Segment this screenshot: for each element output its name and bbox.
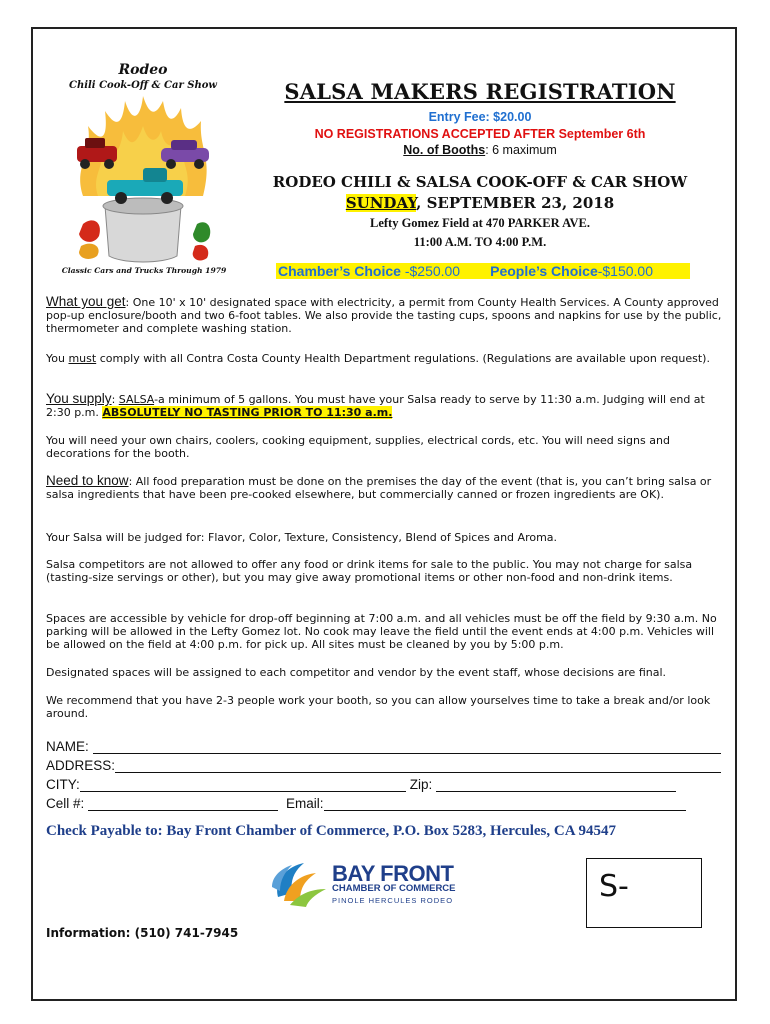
check-payable-info: Check Payable to: Bay Front Chamber of Commerce, P.O. Box 5283, Hercules, CA 94547 <box>46 823 616 839</box>
office-use-box: S- <box>586 858 702 928</box>
paragraph-your-equipment: You will need your own chairs, coolers, cooking equipment, supplies, electrical cords, etc. You will need signs and decorations for the booth. <box>46 434 670 460</box>
logo-subtitle: Chili Cook-Off & Car Show <box>68 80 217 91</box>
logo-tagline: Classic Cars and Trucks Through 1979 <box>61 266 227 275</box>
page-title: SALSA MAKERS REGISTRATION <box>284 79 676 104</box>
paragraph-vehicle-access: Spaces are accessible by vehicle for drop-off beginning at 7:00 a.m. and all vehicles must be off the field by 9:30 a.m. No parking will be allowed in the Lefty Gomez lot. No cook may leave the field until the event ends at 4:00 p.m. Vehicles will be allowed on the field at 4:00 p.m. for pick up. All sites must be cleaned by you by 5:00 p.m. <box>46 612 717 651</box>
paragraph-space-assignment: Designated spaces will be assigned to each competitor and vendor by the event staff, whose decisions are final. <box>46 666 667 679</box>
email-field[interactable] <box>324 798 686 811</box>
bay-front-logo <box>270 857 500 909</box>
cell-label: Cell #: <box>46 796 89 811</box>
cell-field[interactable] <box>88 798 278 811</box>
email-label: Email: <box>286 796 324 811</box>
paragraph-text: : All food preparation must be done on the premises the day of the event (that is, you can’t bring salsa or salsa ingredients that have been pre-cooked elsewhere, but commercially canned or frozen ingredients are OK). <box>46 475 712 501</box>
bay-front-subtitle: CHAMBER OF COMMERCE <box>332 883 456 894</box>
paragraph-you-supply <box>46 392 726 419</box>
booths-value: : 6 maximum <box>485 143 557 157</box>
emphasis-salsa: SALSA <box>118 393 155 406</box>
prizes-banner <box>276 263 690 279</box>
form-row-contact <box>46 796 721 811</box>
paragraph-what-you-get <box>46 295 726 335</box>
form-row-city <box>46 777 721 792</box>
lead-you-supply: You supply <box>46 391 112 406</box>
zip-label: Zip: <box>409 777 437 792</box>
city-field[interactable] <box>80 779 406 792</box>
paragraph-need-to-know <box>46 474 726 501</box>
booths-info <box>240 143 720 157</box>
paragraph-staffing: We recommend that you have 2-3 people work your booth, so you can allow yourselves time to take a break and/or look around. <box>46 694 711 720</box>
address-field[interactable] <box>115 760 721 773</box>
paragraph-judging: Your Salsa will be judged for: Flavor, Color, Texture, Consistency, Blend of Spices and Aroma. <box>46 531 558 544</box>
chamber-choice-label: Chamber’s Choice <box>278 263 405 279</box>
chamber-choice-value: -$250.00 <box>404 263 461 279</box>
emphasis-must: must <box>68 352 97 365</box>
event-time: 11:00 A.M. TO 4:00 P.M. <box>413 235 547 249</box>
event-date-rest: , SEPTEMBER 23, 2018 <box>416 194 615 212</box>
chili-pot-cars-icon <box>63 96 223 264</box>
form-row-address <box>46 758 721 773</box>
event-name: RODEO CHILI & SALSA COOK-OFF & CAR SHOW <box>272 173 688 191</box>
paragraph-text: : One 10' x 10' designated space with electricity, a permit from County Health Services. A County approved pop-up enclosure/booth and two 6-foot tables. We also provide the tasting cups, spoons and napkins for use by the public, thermometer and complete washing station. <box>46 296 722 335</box>
address-label: ADDRESS: <box>46 758 116 773</box>
no-tasting-notice: ABSOLUTELY NO TASTING PRIOR TO 11:30 a.m. <box>102 406 393 419</box>
city-label: CITY: <box>46 777 80 792</box>
entry-fee: Entry Fee: $20.00 <box>428 110 532 124</box>
people-choice-label: People’s Choice <box>490 263 598 279</box>
event-date <box>240 194 720 212</box>
name-field[interactable] <box>93 741 721 754</box>
booths-label: No. of Booths <box>403 143 486 157</box>
paragraph-text: : <box>111 393 119 406</box>
event-location: Lefty Gomez Field at 470 PARKER AVE. <box>369 216 590 230</box>
paragraph-sales-rules: Salsa competitors are not allowed to offer any food or drink items for sale to the public. You may not charge for salsa (tasting-size servings or other), but you may give away promotional items or other non-food and non-drink items. <box>46 558 693 584</box>
bay-front-towns: PINOLE HERCULES RODEO <box>332 896 454 905</box>
paragraph-regulations <box>46 352 726 365</box>
form-row-name <box>46 739 721 754</box>
people-choice-value: -$150.00 <box>597 263 654 279</box>
lead-need-to-know: Need to know <box>46 473 129 488</box>
logo-title: Rodeo <box>118 62 168 78</box>
bay-front-name: BAY FRONT <box>332 861 454 886</box>
lead-what-you-get: What you get <box>46 294 126 309</box>
bay-front-swoosh-icon <box>270 857 330 909</box>
zip-field[interactable] <box>436 779 676 792</box>
paragraph-text: You <box>46 352 69 365</box>
rodeo-logo <box>61 62 227 280</box>
event-day: SUNDAY <box>345 194 417 212</box>
paragraph-text: comply with all Contra Costa County Health Department regulations. (Regulations are available upon request). <box>96 352 710 365</box>
registration-deadline: NO REGISTRATIONS ACCEPTED AFTER September 6th <box>314 127 646 141</box>
name-label: NAME: <box>46 739 93 754</box>
information-phone: Information: (510) 741-7945 <box>46 926 239 940</box>
paragraph-text: -a minimum of 5 gallons. You must have your Salsa ready to serve by 11:30 a.m. Judging will end at 2:30 p.m. <box>46 393 705 419</box>
